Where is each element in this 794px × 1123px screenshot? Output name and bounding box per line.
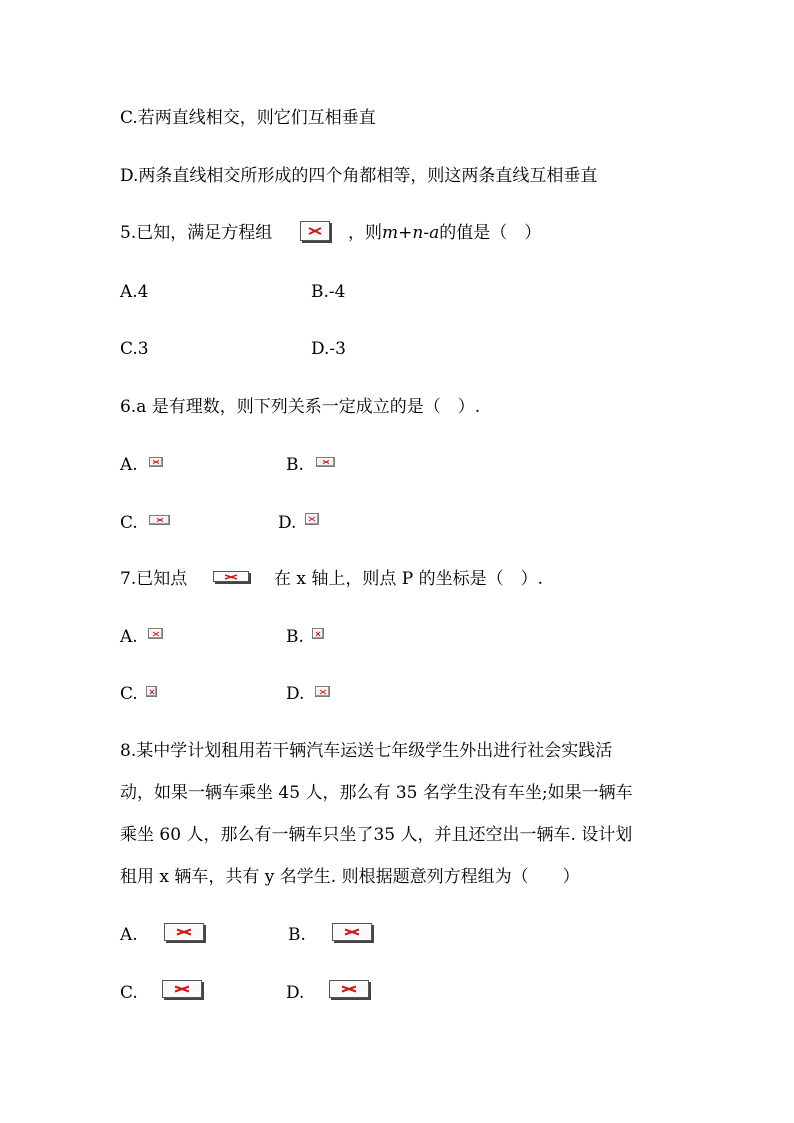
q8-stem-line: 租用 x 辆车，共有 y 名学生. 则根据题意列方程组为（ ） [120, 867, 580, 887]
q7-option-a-image [148, 628, 163, 639]
q5-option-d: D.-3 [311, 339, 346, 359]
broken-image-icon [308, 517, 316, 522]
q8-stem-line: 8.某中学计划租用若干辆汽车运送七年级学生外出进行社会实践活 [120, 741, 613, 761]
broken-image-icon [315, 631, 321, 636]
q5-option-b: B.-4 [311, 282, 346, 302]
q7-option-d-label: D. [286, 684, 305, 704]
q5-stem-middle: ，则m+n-a的值是（ ） [348, 223, 542, 243]
q6-option-d-image [305, 513, 319, 525]
q8-option-b-image [332, 923, 372, 941]
q8-option-a-image [164, 923, 204, 941]
broken-image-icon [224, 574, 238, 579]
q5-stem-prefix: 5.已知，满足方程组 [120, 223, 273, 243]
broken-image-icon [344, 929, 360, 936]
q8-option-d-label: D. [286, 983, 305, 1003]
broken-image-icon [322, 460, 330, 464]
q6-option-b-label: B. [286, 455, 304, 475]
q7-option-b-image [312, 628, 324, 639]
broken-image-icon [319, 689, 327, 694]
q6-option-c-label: C. [120, 513, 138, 533]
q8-option-c-label: C. [120, 983, 138, 1003]
broken-image-icon [176, 929, 192, 936]
q5-equation-system-image [300, 221, 330, 241]
q8-option-b-label: B. [288, 925, 306, 945]
q6-option-c-image [149, 515, 170, 525]
broken-image-icon [308, 227, 322, 235]
q7-option-c-image [146, 686, 157, 697]
q7-stem-suffix: 在 x 轴上，则点 P 的坐标是（ ）. [274, 569, 544, 589]
q7-point-p-image [213, 571, 249, 582]
broken-image-icon [152, 460, 160, 464]
q8-option-a-label: A. [120, 925, 138, 945]
q8-stem-line: 乘坐 60 人，那么有一辆车只坐了35 人，并且还空出一辆车. 设计划 [120, 825, 633, 845]
q4-option-c: C.若两直线相交，则它们互相垂直 [120, 108, 376, 128]
q6-option-a-label: A. [120, 455, 138, 475]
q7-stem-prefix: 7.已知点 [120, 569, 188, 589]
q7-option-b-label: B. [286, 627, 304, 647]
broken-image-icon [149, 689, 154, 694]
q7-option-c-label: C. [120, 684, 138, 704]
q7-option-d-image [315, 686, 330, 697]
q6-stem: 6.a 是有理数，则下列关系一定成立的是（ ）. [120, 397, 481, 417]
q8-option-d-image [329, 980, 369, 998]
broken-image-icon [156, 518, 164, 522]
broken-image-icon [152, 631, 160, 636]
q7-option-a-label: A. [120, 627, 138, 647]
q5-option-c: C.3 [120, 339, 149, 359]
q8-stem [120, 730, 700, 898]
q8-stem-line: 动，如果一辆车乘坐 45 人，那么有 35 名学生没有车坐;如果一辆车 [120, 783, 633, 803]
q5-option-a: A.4 [120, 282, 149, 302]
broken-image-icon [341, 986, 357, 993]
q4-option-d: D.两条直线相交所形成的四个角都相等，则这两条直线互相垂直 [120, 166, 598, 186]
q6-option-d-label: D. [278, 513, 297, 533]
broken-image-icon [174, 986, 190, 993]
q6-option-b-image [316, 457, 335, 467]
q8-option-c-image [162, 980, 202, 998]
q6-option-a-image [149, 457, 163, 467]
